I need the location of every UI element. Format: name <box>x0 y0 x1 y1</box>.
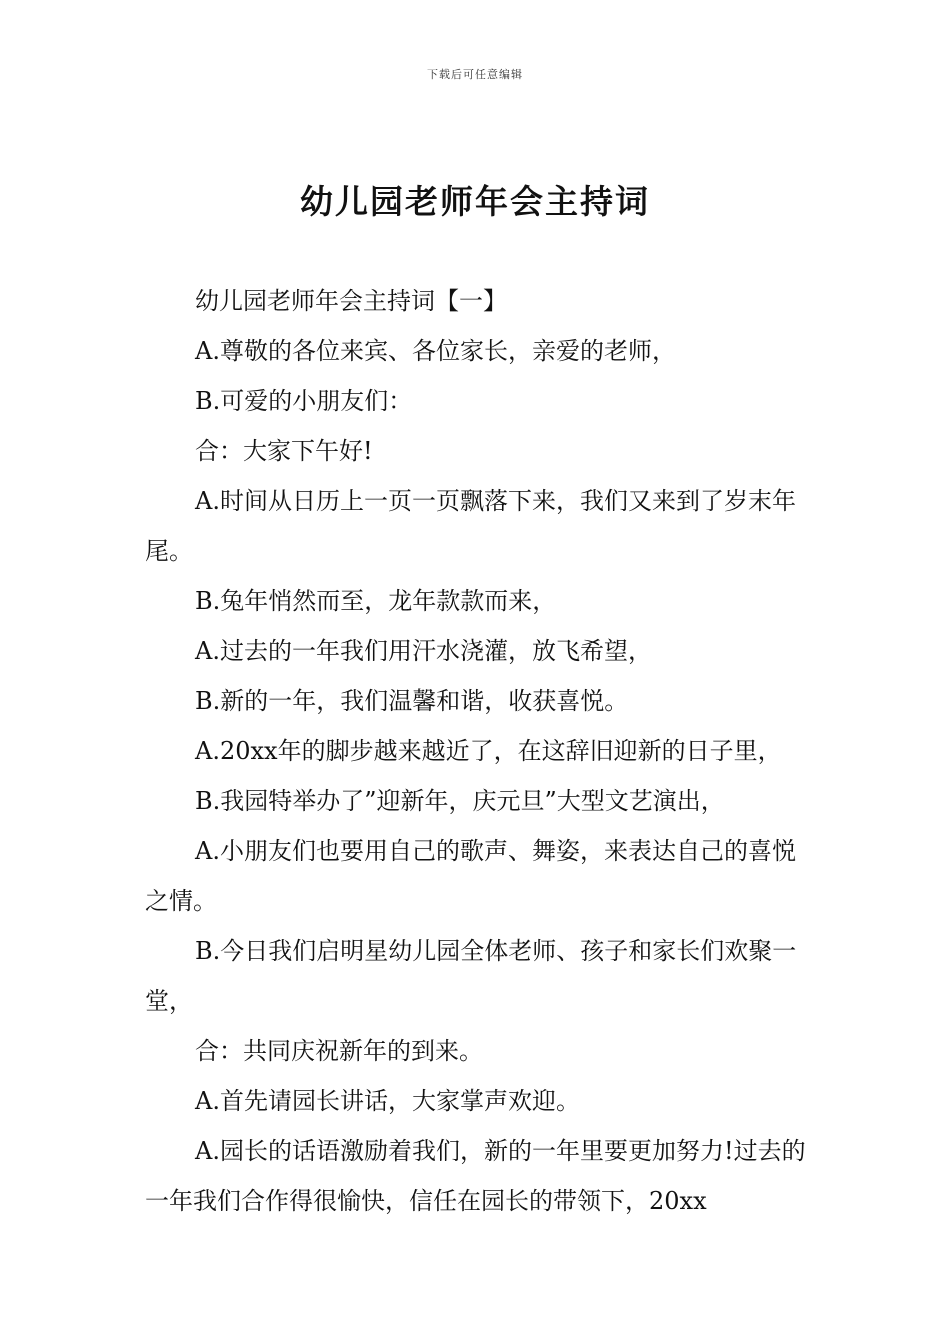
paragraph: A.首先请园长讲话，大家掌声欢迎。 <box>195 1087 580 1115</box>
paragraph: 合：大家下午好! <box>195 437 373 465</box>
paragraph: B.今日我们启明星幼儿园全体老师、孩子和家长们欢聚一堂， <box>145 937 797 1015</box>
paragraph: B.可爱的小朋友们： <box>195 387 413 415</box>
paragraph: A.20xx年的脚步越来越近了，在这辞旧迎新的日子里， <box>195 737 782 765</box>
paragraph: 合：共同庆祝新年的到来。 <box>195 1037 483 1065</box>
paragraph: 幼儿园老师年会主持词【一】 <box>195 287 507 315</box>
paragraph: B.兔年悄然而至，龙年款款而来， <box>195 587 557 615</box>
document-body <box>145 276 810 1226</box>
document-title: 幼儿园老师年会主持词 <box>300 182 650 221</box>
paragraph: A.尊敬的各位来宾、各位家长，亲爱的老师， <box>195 337 676 365</box>
header-note: 下载后可任意编辑 <box>427 68 523 81</box>
paragraph: B.新的一年，我们温馨和谐，收获喜悦。 <box>195 687 629 715</box>
paragraph: B.我园特举办了”迎新年，庆元旦”大型文艺演出， <box>195 787 725 815</box>
paragraph: A.时间从日历上一页一页飘落下来，我们又来到了岁末年尾。 <box>145 487 796 565</box>
paragraph: A.小朋友们也要用自己的歌声、舞姿，来表达自己的喜悦之情。 <box>145 837 796 915</box>
paragraph: A.过去的一年我们用汗水浇灌，放飞希望， <box>195 637 652 665</box>
paragraph: A.园长的话语激励着我们，新的一年里要更加努力!过去的一年我们合作得很愉快，信任在园长的带领下，20xx <box>145 1137 806 1215</box>
